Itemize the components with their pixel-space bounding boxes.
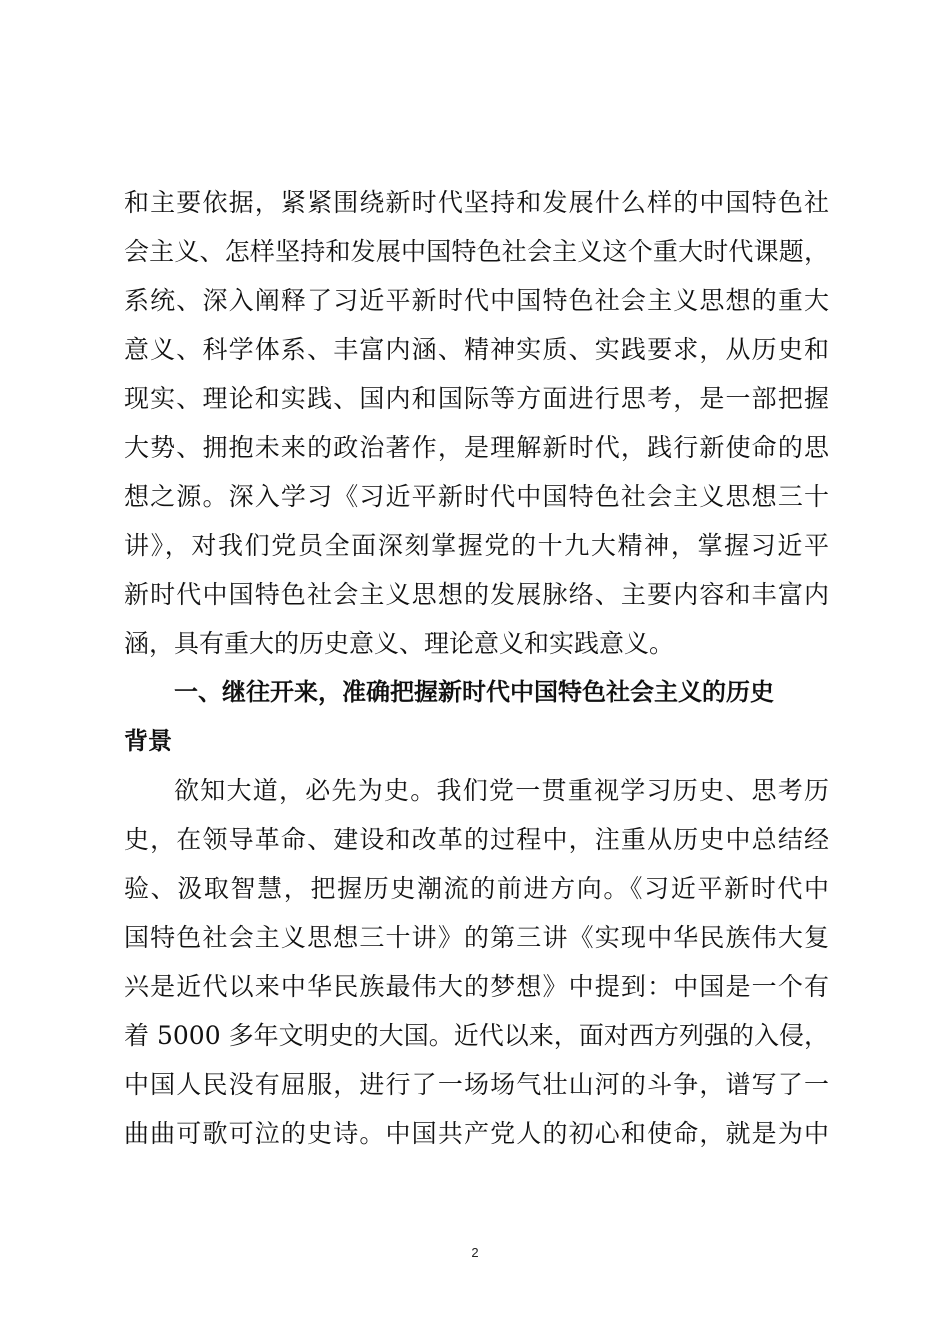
text-line: 中国人民没有屈服，进行了一场场气壮山河的斗争，谱写了一 — [124, 1070, 829, 1099]
heading-line: 背景 — [124, 727, 172, 755]
text-line: 想之源。深入学习《习近平新时代中国特色社会主义思想三十 — [124, 482, 829, 511]
text-line: 新时代中国特色社会主义思想的发展脉络、主要内容和丰富内 — [124, 580, 829, 609]
text-line: 欲知大道，必先为史。我们党一贯重视学习历史、思考历 — [174, 776, 829, 805]
text-line: 史，在领导革命、建设和改革的过程中，注重从历史中总结经 — [124, 825, 829, 854]
text-line: 会主义、怎样坚持和发展中国特色社会主义这个重大时代课题， — [124, 237, 829, 266]
text-line: 兴是近代以来中华民族最伟大的梦想》中提到：中国是一个有 — [124, 972, 829, 1001]
text-line: 验、汲取智慧，把握历史潮流的前进方向。《习近平新时代中 — [124, 874, 829, 903]
text-line: 意义、科学体系、丰富内涵、精神实质、实践要求，从历史和 — [124, 335, 829, 364]
page-number: 2 — [471, 1245, 479, 1260]
text-line: 和主要依据，紧紧围绕新时代坚持和发展什么样的中国特色社 — [124, 188, 829, 217]
paragraph-1 — [124, 178, 829, 668]
heading-line: 一、继往开来，准确把握新时代中国特色社会主义的历史 — [174, 678, 774, 706]
text-line: 现实、理论和实践、国内和国际等方面进行思考，是一部把握 — [124, 384, 829, 413]
text-line: 讲》，对我们党员全面深刻掌握党的十九大精神，掌握习近平 — [124, 531, 829, 560]
text-line: 曲曲可歌可泣的史诗。中国共产党人的初心和使命，就是为中 — [124, 1119, 829, 1148]
body-text — [124, 178, 829, 1158]
text-line: 国特色社会主义思想三十讲》的第三讲《实现中华民族伟大复 — [124, 923, 829, 952]
text-line: 涵，具有重大的历史意义、理论意义和实践意义。 — [124, 629, 675, 658]
section-heading-1 — [124, 668, 829, 766]
paragraph-2 — [124, 766, 829, 1158]
text-line: 着 5000 多年文明史的大国。近代以来，面对西方列强的入侵， — [124, 1021, 829, 1050]
text-line: 系统、深入阐释了习近平新时代中国特色社会主义思想的重大 — [124, 286, 829, 315]
text-line: 大势、拥抱未来的政治著作，是理解新时代，践行新使命的思 — [124, 433, 829, 462]
